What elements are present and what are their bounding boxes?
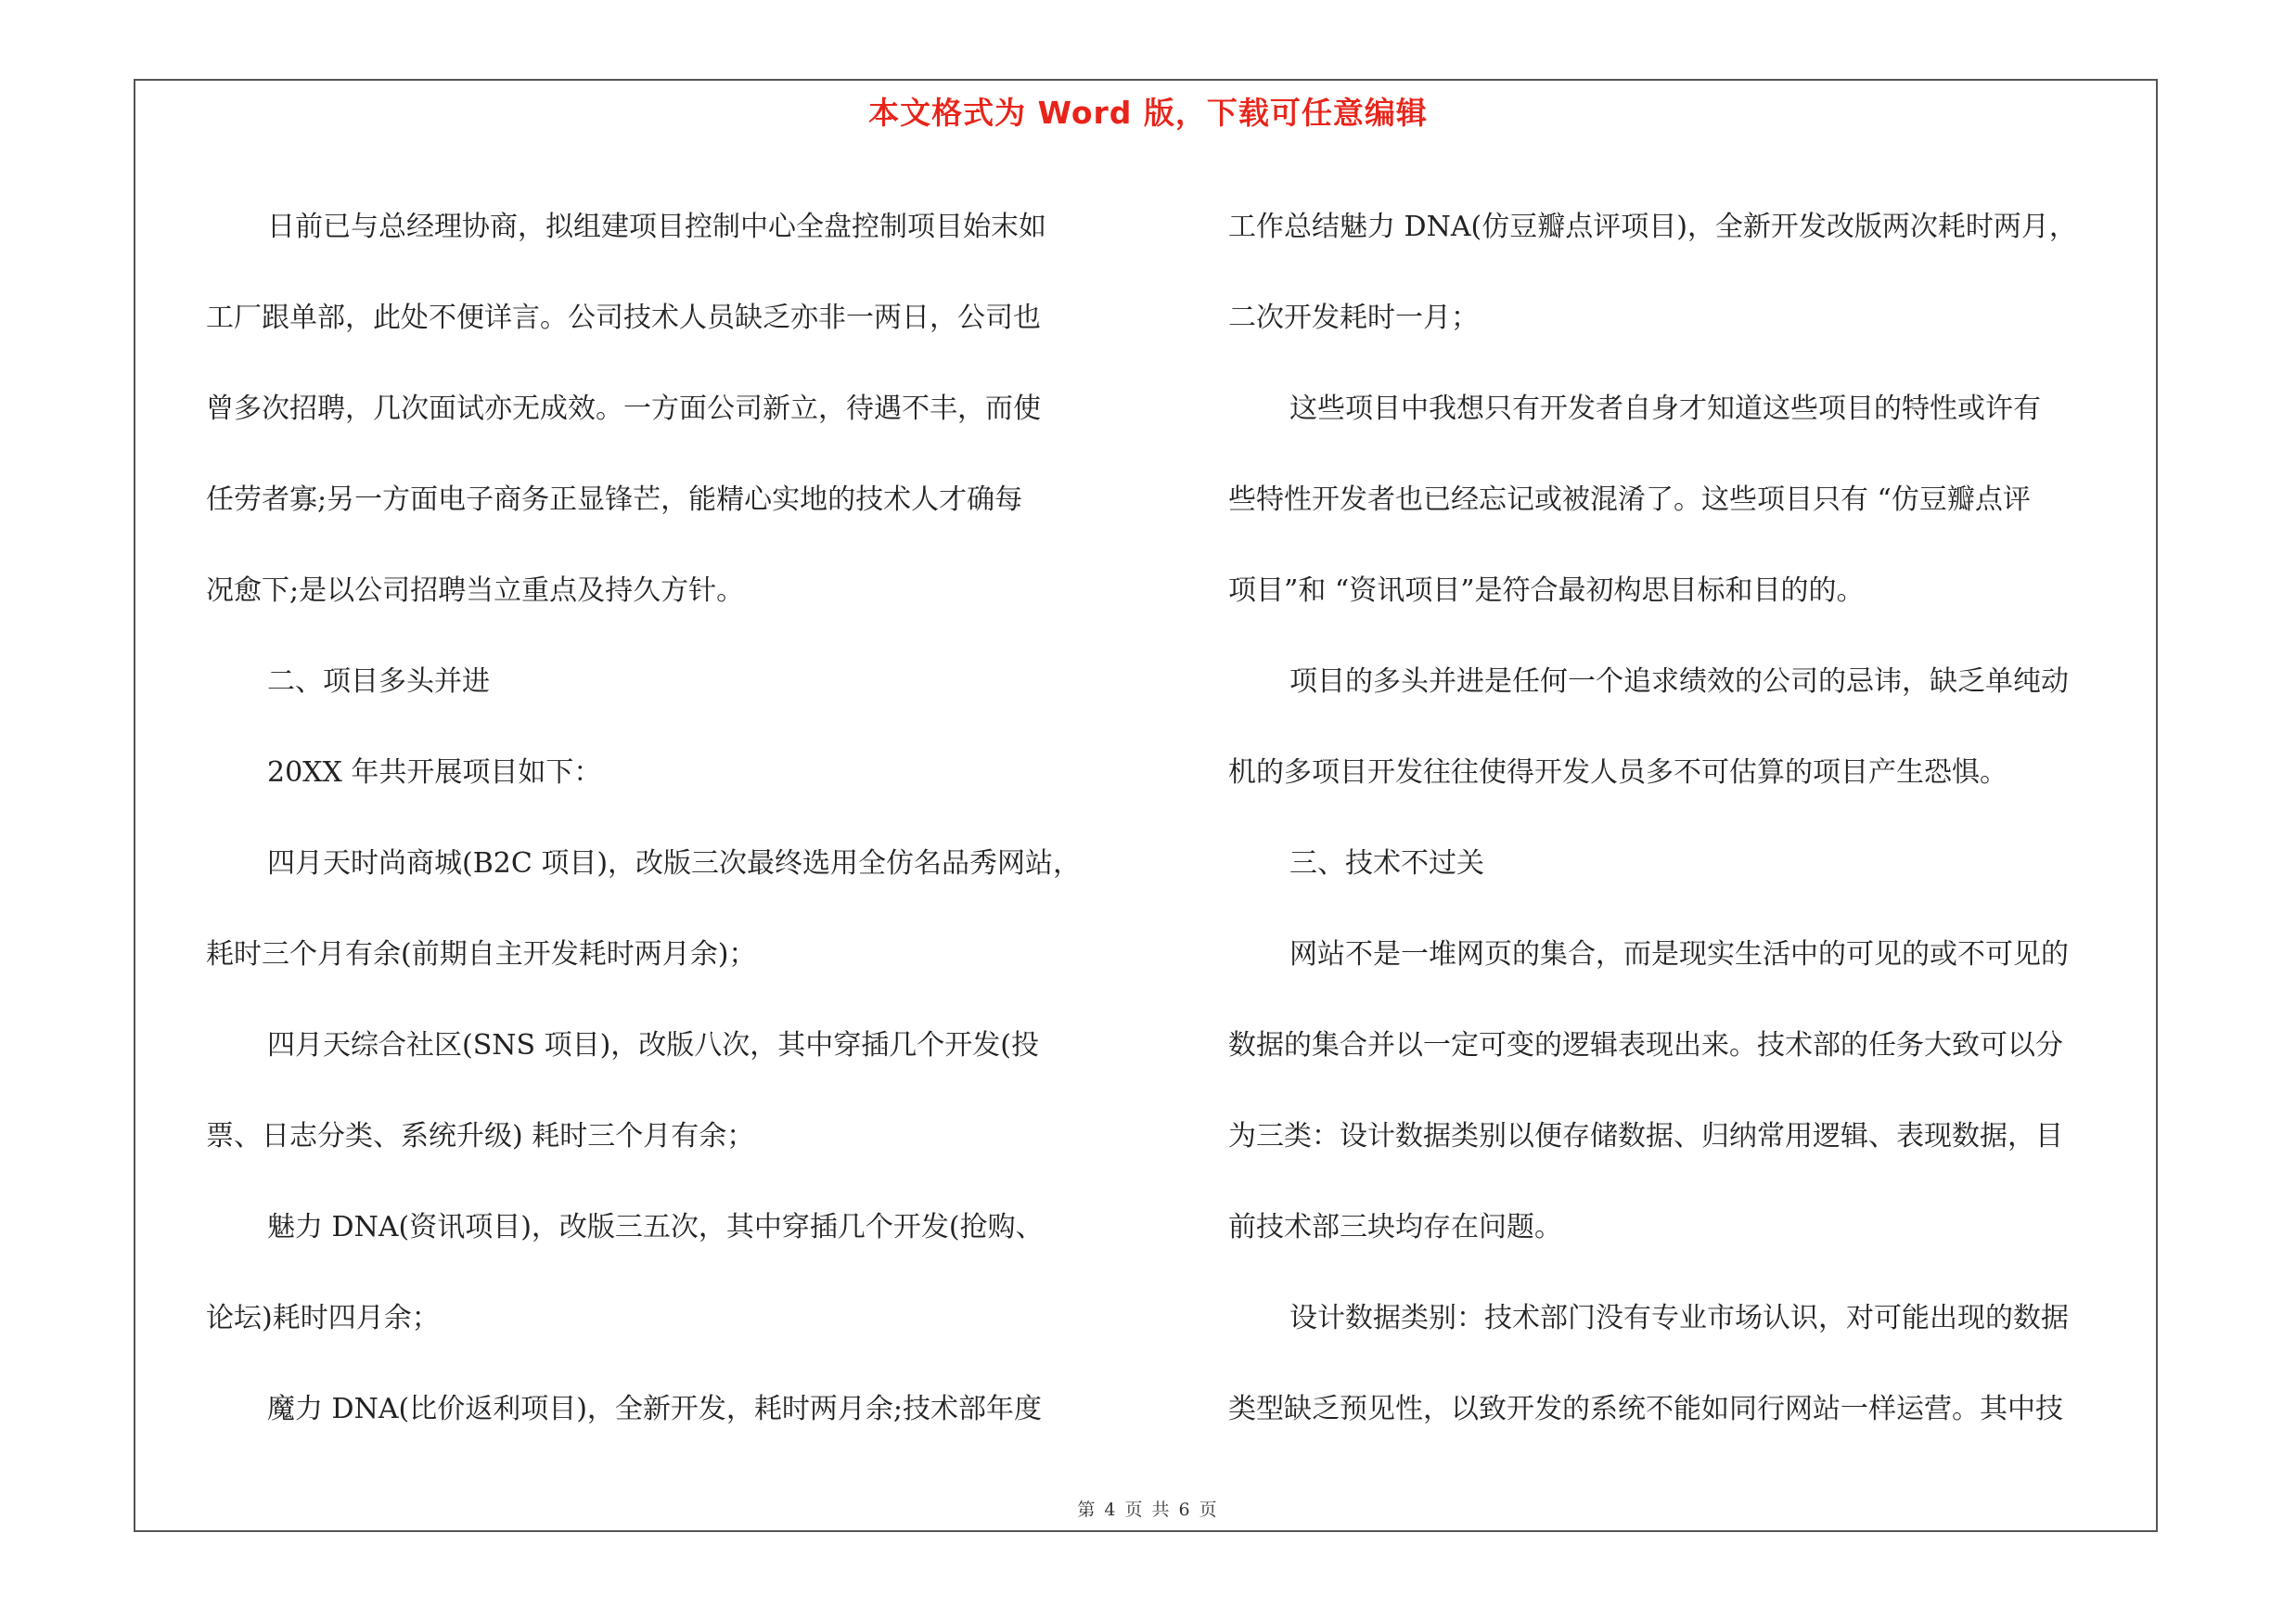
text-line: 四月天综合社区(SNS 项目)，改版八次，其中穿插几个开发(投 [267, 1029, 1040, 1062]
text-line: 曾多次招聘，几次面试亦无成效。一方面公司新立，待遇不丰，而使 [206, 393, 1041, 425]
text-line: 二次开发耗时一月； [1228, 302, 1479, 334]
text-line: 20XX 年共开展项目如下： [267, 756, 602, 789]
text-line: 项目”和 “资讯项目”是符合最初构思目标和目的的。 [1228, 574, 1865, 607]
text-line: 工作总结魅力 DNA(仿豆瓣点评项目)，全新开发改版两次耗时两月， [1228, 211, 2077, 243]
text-line: 耗时三个月有余(前期自主开发耗时两月余)； [206, 938, 757, 971]
text-line: 况愈下;是以公司招聘当立重点及持久方针。 [206, 574, 745, 607]
left-column [206, 182, 1143, 1455]
text-line: 任劳者寡;另一方面电子商务正显锋芒，能精心实地的技术人才确每 [206, 483, 1023, 516]
text-line: 票、日志分类、系统升级) 耗时三个月有余； [206, 1120, 755, 1153]
text-line: 前技术部三块均存在问题。 [1228, 1211, 1562, 1243]
text-line: 网站不是一堆网页的集合，而是现实生活中的可见的或不可见的 [1289, 938, 2069, 971]
text-line: 数据的集合并以一定可变的逻辑表现出来。技术部的任务大致可以分 [1228, 1029, 2063, 1062]
text-line: 论坛)耗时四月余； [206, 1302, 440, 1334]
text-line: 项目的多头并进是任何一个追求绩效的公司的忌讳，缺乏单纯动 [1289, 665, 2069, 698]
text-line: 二、项目多头并进 [267, 665, 490, 698]
text-line: 些特性开发者也已经忘记或被混淆了。这些项目只有 “仿豆瓣点评 [1228, 483, 2031, 516]
header-banner: 本文格式为 Word 版，下载可任意编辑 [868, 95, 1428, 131]
text-line: 类型缺乏预见性，以致开发的系统不能如同行网站一样运营。其中技 [1228, 1393, 2063, 1425]
text-line: 工厂跟单部，此处不便详言。公司技术人员缺乏亦非一两日，公司也 [206, 302, 1041, 334]
text-line: 魅力 DNA(资讯项目)，改版三五次，其中穿插几个开发(抢购、 [267, 1211, 1044, 1243]
text-line: 三、技术不过关 [1289, 847, 1484, 880]
right-column [1228, 182, 2156, 1455]
text-line: 四月天时尚商城(B2C 项目)，改版三次最终选用全仿名品秀网站， [267, 847, 1082, 880]
text-line: 设计数据类别：技术部门没有专业市场认识，对可能出现的数据 [1289, 1302, 2069, 1334]
text-line: 魔力 DNA(比价返利项目)，全新开发，耗时两月余;技术部年度 [267, 1393, 1043, 1425]
text-line: 机的多项目开发往往使得开发人员多不可估算的项目产生恐惧。 [1228, 756, 2007, 789]
text-line: 这些项目中我想只有开发者自身才知道这些项目的特性或许有 [1289, 393, 2041, 425]
text-line: 为三类：设计数据类别以便存储数据、归纳常用逻辑、表现数据，目 [1228, 1120, 2063, 1153]
page-footer: 第 4 页 共 6 页 [1077, 1500, 1219, 1520]
text-line: 日前已与总经理协商，拟组建项目控制中心全盘控制项目始末如 [267, 211, 1046, 243]
